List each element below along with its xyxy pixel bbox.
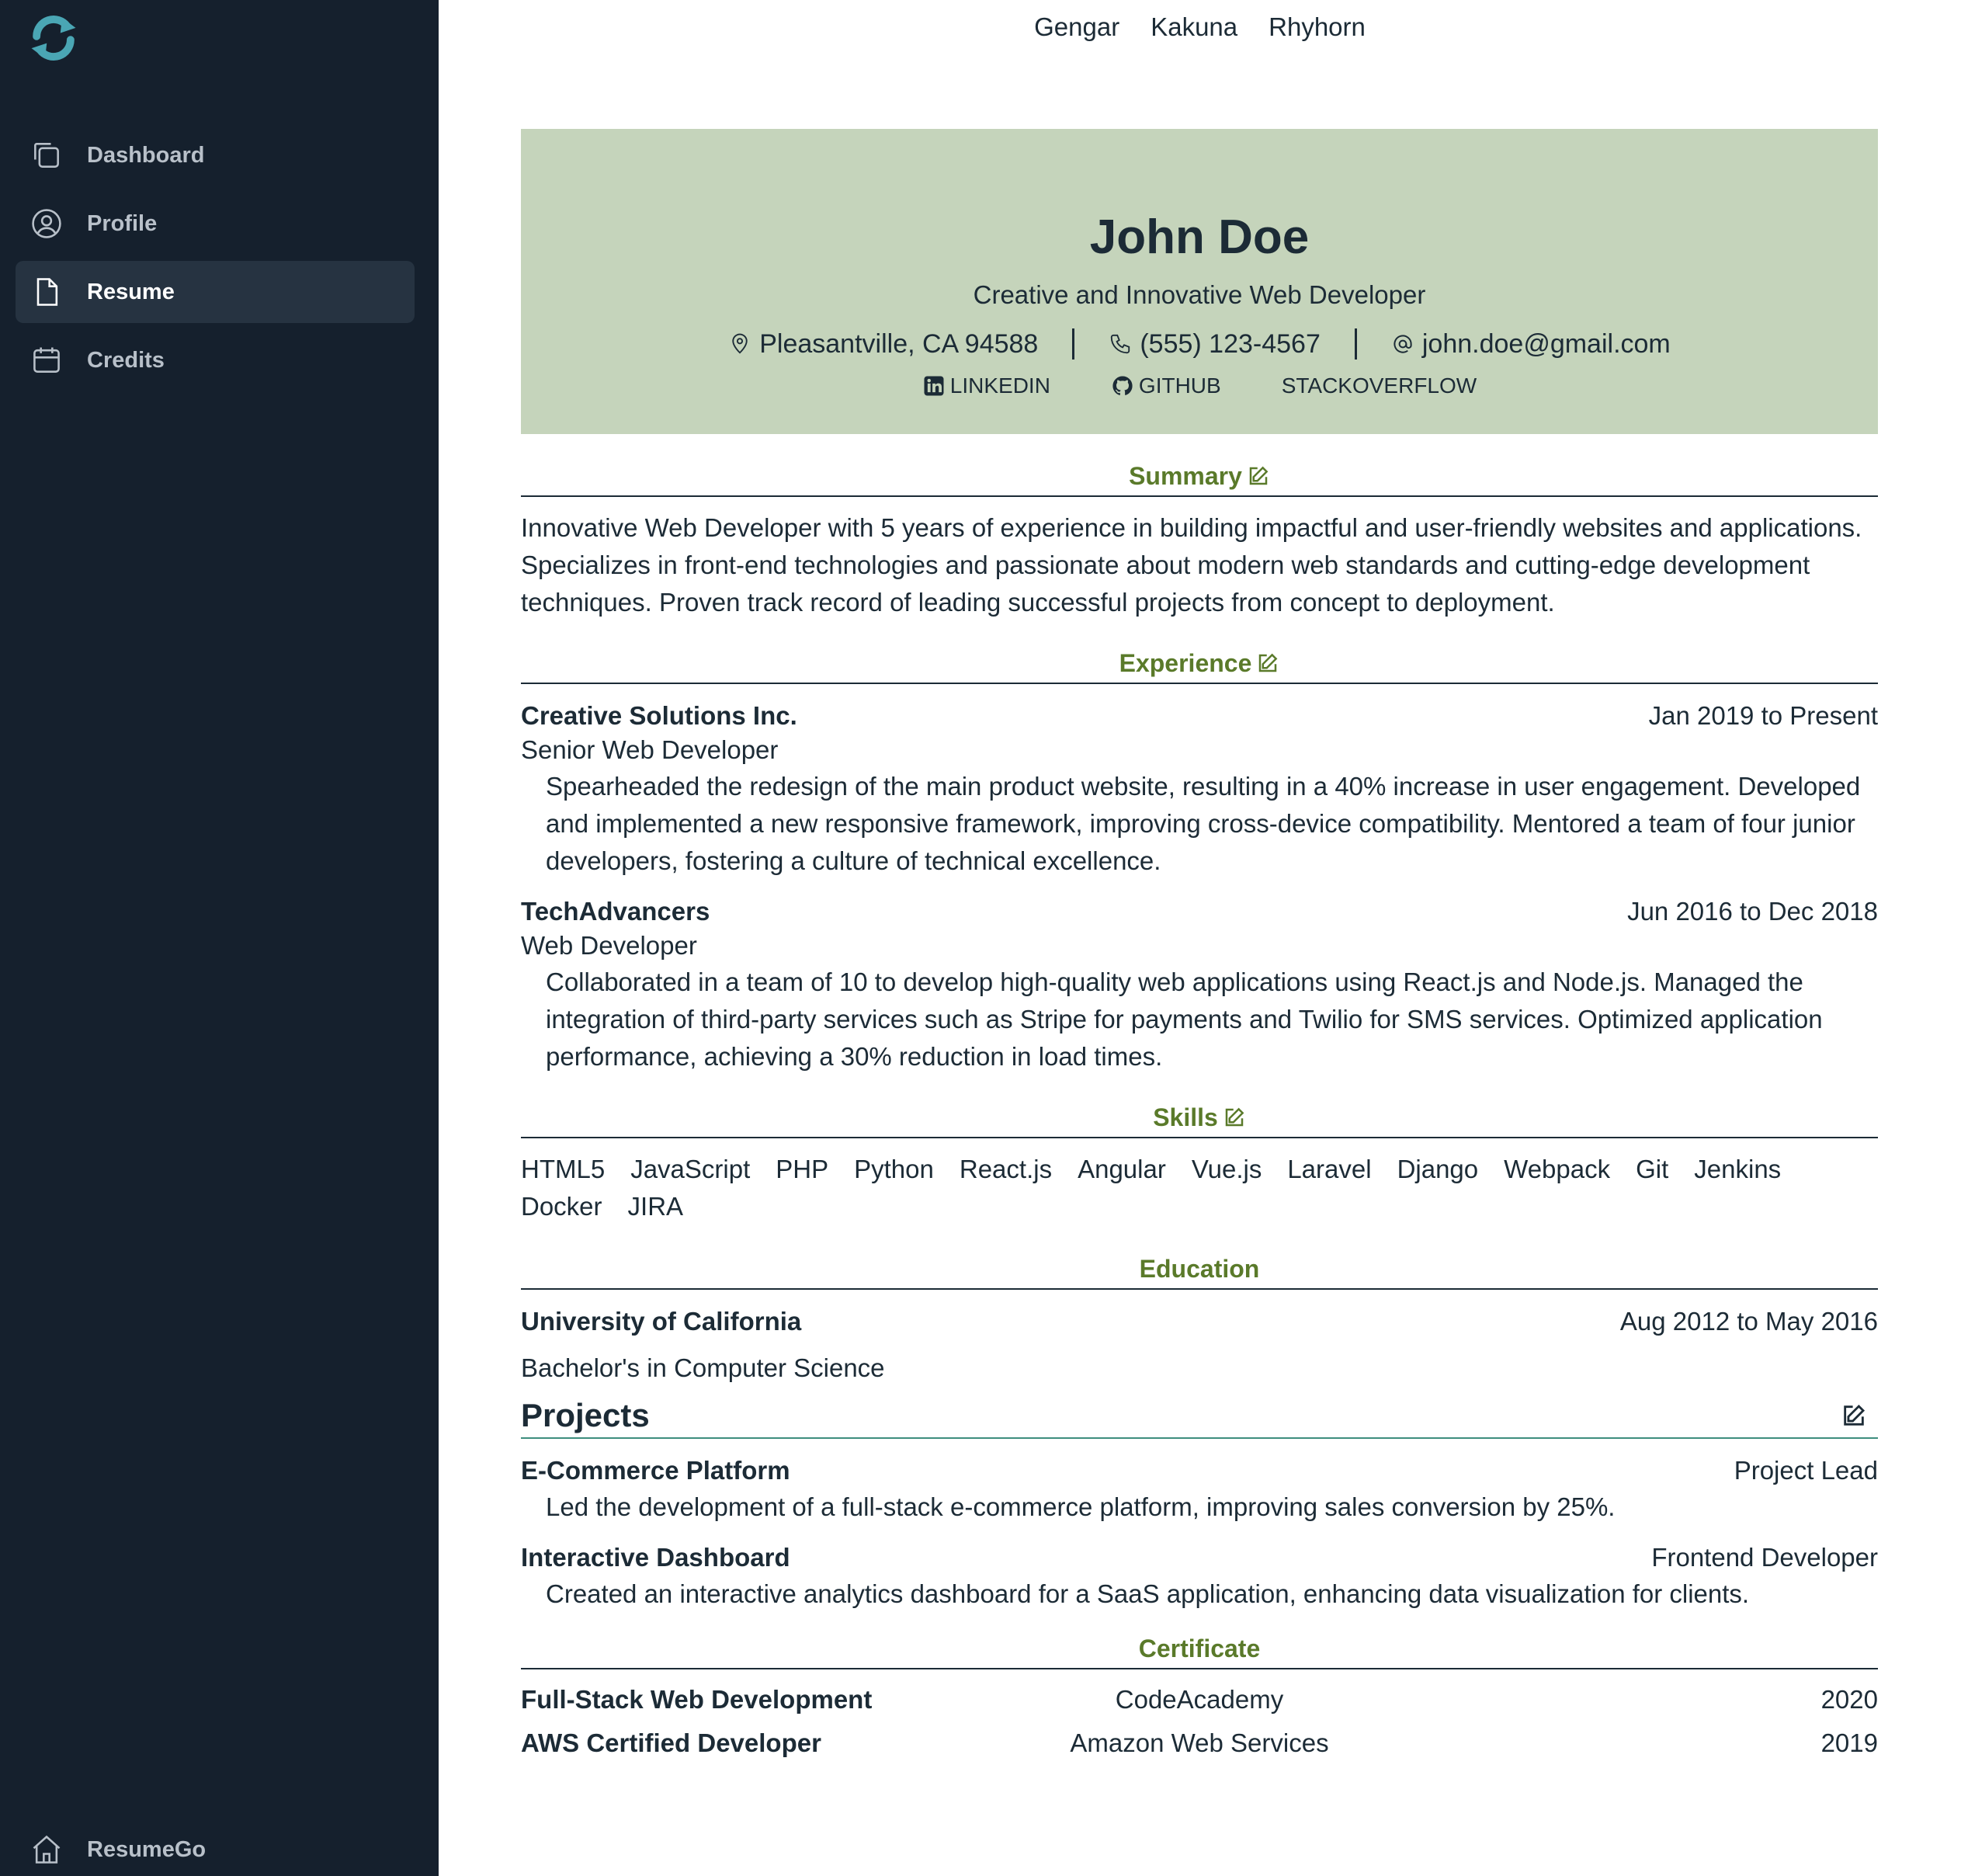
job-description: Collaborated in a team of 10 to develop high-quality web applications using React.js and Node.js. Managed the integration of third-party services such as Stripe for payments and Twilio for SMS services. Optimized application performance, achieving a 30% reduction in load times.: [546, 968, 1823, 1071]
skill-item: Vue.js: [1191, 1155, 1262, 1183]
resume-headline: Creative and Innovative Web Developer: [973, 280, 1426, 309]
resume-document: [521, 129, 1878, 1758]
template-tab[interactable]: Rhyhorn: [1269, 12, 1366, 41]
skill-item: HTML5: [521, 1155, 606, 1183]
experience-entry: [521, 897, 1878, 1075]
edit-icon[interactable]: [1223, 1106, 1246, 1129]
skill-item: Angular: [1078, 1155, 1166, 1183]
home-icon: [30, 1833, 64, 1867]
job-title: Web Developer: [521, 931, 697, 960]
sidebar-item-profile[interactable]: [16, 193, 415, 255]
job-description: Spearheaded the redesign of the main product website, resulting in a 40% increase in user engagement. Developed and implemented a new responsive framework, improving cross-device compatibility. Mentored a team of four junior developers, fostering a culture of technical excellence.: [546, 772, 1861, 875]
github-link[interactable]: GITHUB: [1111, 373, 1221, 398]
social-links: [521, 373, 1878, 398]
user-circle-icon: [30, 207, 64, 241]
experience-entry: [521, 701, 1878, 880]
skill-item: Jenkins: [1694, 1155, 1782, 1183]
sidebar-item-dashboard[interactable]: [16, 124, 415, 186]
copy-icon: [30, 138, 64, 172]
linkedin-icon: [922, 374, 946, 398]
certificate-name: Full-Stack Web Development: [521, 1685, 873, 1714]
sidebar-item-label: Profile: [87, 210, 158, 236]
certificate-year: 2019: [1820, 1728, 1878, 1757]
sidebar-item-credits[interactable]: [16, 329, 415, 391]
sidebar-item-label: Resume: [87, 279, 175, 304]
divider: [1072, 328, 1074, 360]
edit-icon[interactable]: [1247, 464, 1270, 488]
brand-link[interactable]: [30, 1833, 206, 1867]
skills-list: [521, 1151, 1856, 1225]
map-pin-icon: [728, 332, 751, 356]
experience-section-title: Experience: [521, 649, 1878, 684]
project-description: Created an interactive analytics dashboard for a SaaS application, enhancing data visualization for clients.: [546, 1579, 1750, 1608]
main-content: [439, 0, 1961, 1876]
project-name: E-Commerce Platform: [521, 1456, 790, 1485]
skill-item: Python: [854, 1155, 934, 1183]
sidebar-nav: [16, 124, 415, 398]
brand-name: ResumeGo: [87, 1836, 207, 1862]
template-tab[interactable]: Gengar: [1034, 12, 1120, 41]
projects-section-title: Projects: [521, 1397, 1878, 1439]
skill-item: Webpack: [1504, 1155, 1611, 1183]
certificate-row: [521, 1728, 1878, 1758]
skill-item: PHP: [776, 1155, 829, 1183]
certificate-issuer: CodeAcademy: [1115, 1685, 1284, 1714]
linkedin-link[interactable]: LINKEDIN: [922, 373, 1050, 398]
certificate-section-title: Certificate: [521, 1635, 1878, 1669]
contact-location: Pleasantville, CA 94588: [728, 329, 1038, 360]
certificate-year: 2020: [1820, 1685, 1878, 1714]
refresh-logo-icon[interactable]: [26, 11, 81, 65]
skill-item: Git: [1636, 1155, 1669, 1183]
resume-name: John Doe: [1089, 210, 1310, 264]
calendar-icon: [30, 343, 64, 377]
date-range: Jun 2016 to Dec 2018: [1627, 897, 1878, 926]
contact-phone: (555) 123-4567: [1109, 329, 1321, 360]
template-tab[interactable]: Kakuna: [1151, 12, 1238, 41]
certificate-row: [521, 1685, 1878, 1714]
degree: Bachelor's in Computer Science: [521, 1353, 885, 1382]
sidebar-item-label: Dashboard: [87, 142, 205, 168]
phone-icon: [1109, 332, 1132, 356]
job-title: Senior Web Developer: [521, 735, 779, 764]
project-description: Led the development of a full-stack e-commerce platform, improving sales conversion by 25%.: [546, 1492, 1616, 1521]
skill-item: JIRA: [627, 1192, 684, 1221]
sidebar-item-resume[interactable]: [16, 261, 415, 323]
file-icon: [30, 275, 64, 309]
project-role: Frontend Developer: [1651, 1543, 1878, 1572]
contact-row: [521, 328, 1878, 360]
edit-icon[interactable]: [1841, 1402, 1867, 1429]
skills-section-title: Skills: [521, 1103, 1878, 1138]
divider: [1355, 328, 1357, 360]
project-entry: [521, 1456, 1878, 1526]
skill-item: JavaScript: [630, 1155, 751, 1183]
sidebar: [0, 0, 439, 1876]
certificate-issuer: Amazon Web Services: [1070, 1728, 1329, 1757]
edit-icon[interactable]: [1256, 651, 1279, 675]
summary-text: Innovative Web Developer with 5 years of experience in building impactful and user-friendly websites and applications. Specializes in front-end technologies and passionate about modern web standards and cutting-edge development techniques. Proven track record of leading successful projects from concept to deployment.: [521, 513, 1862, 617]
school-name: University of California: [521, 1307, 802, 1336]
contact-email[interactable]: john.doe@gmail.com: [1391, 329, 1671, 360]
project-name: Interactive Dashboard: [521, 1543, 790, 1572]
skill-item: Docker: [521, 1192, 602, 1221]
skill-item: Django: [1397, 1155, 1479, 1183]
at-sign-icon: [1391, 332, 1414, 356]
project-role: Project Lead: [1734, 1456, 1878, 1485]
resume-header: [521, 129, 1878, 434]
education-entry: [521, 1307, 1878, 1383]
skill-item: Laravel: [1287, 1155, 1372, 1183]
company-name: TechAdvancers: [521, 897, 710, 926]
date-range: Jan 2019 to Present: [1648, 701, 1878, 730]
project-entry: [521, 1543, 1878, 1613]
education-section-title: Education: [521, 1255, 1878, 1290]
certificate-name: AWS Certified Developer: [521, 1728, 821, 1757]
date-range: Aug 2012 to May 2016: [1619, 1307, 1878, 1336]
template-tabs: [439, 12, 1961, 42]
skill-item: React.js: [959, 1155, 1053, 1183]
summary-section-title: Summary: [521, 462, 1878, 497]
sidebar-item-label: Credits: [87, 347, 165, 373]
github-icon: [1111, 374, 1134, 398]
stackoverflow-link[interactable]: STACKOVERFLOW: [1281, 373, 1477, 398]
company-name: Creative Solutions Inc.: [521, 701, 797, 730]
